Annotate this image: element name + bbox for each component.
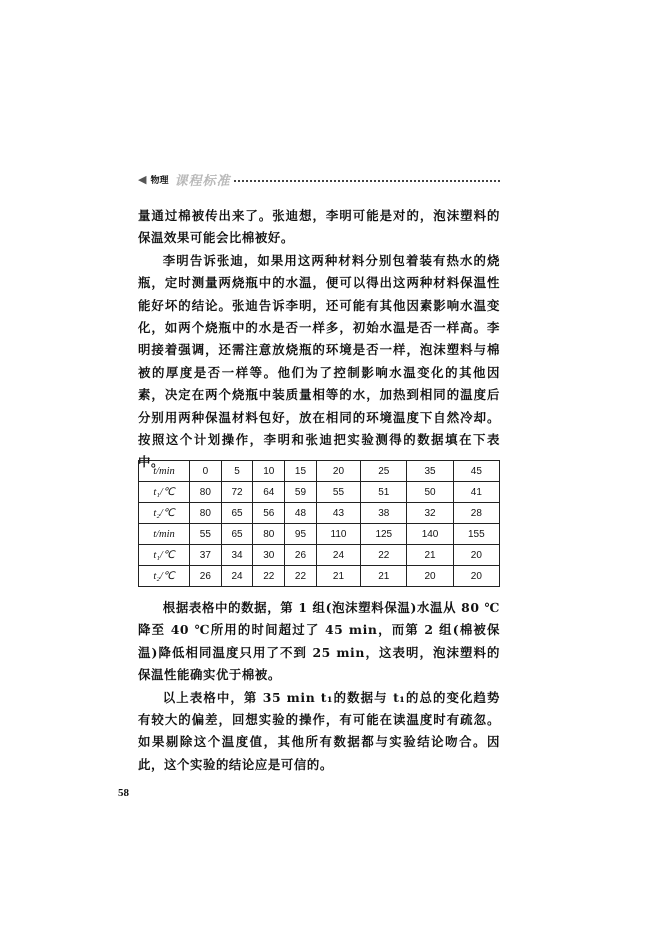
paragraph: 李明告诉张迪，如果用这两种材料分别包着装有热水的烧瓶，定时测量两烧瓶中的水温，便可以得出这两种材料保温性能好坏的结论。张迪告诉李明，还可能有其他因素影响水温变化，如两个烧瓶中的水是否一样多，初始水温是否一样高。李明接着强调，还需注意放烧瓶的环境是否一样，泡沫塑料与棉被的厚度是否一样等。他们为了控制影响水温变化的其他因素，决定在两个烧瓶中装质量相等的水，加热到相同的温度后分别用两种保温材料包好，放在相同的环境温度下自然冷却。按照这个计划操作，李明和张迪把实验测得的数据填在下表中。 (138, 252, 500, 470)
table-cell: 140 (407, 524, 453, 545)
paragraph: 量通过棉被传出来了。张迪想，李明可能是对的，泡沫塑料的保温效果可能会比棉被好。 (138, 208, 500, 246)
table-cell: 20 (453, 566, 499, 587)
table-cell: 24 (316, 545, 360, 566)
table-row-header: t₁/℃ (139, 482, 190, 503)
table-cell: 80 (190, 482, 222, 503)
table-cell: 55 (190, 524, 222, 545)
table-cell: 50 (407, 482, 453, 503)
table-row (139, 545, 500, 566)
table-cell: 155 (453, 524, 499, 545)
body-text-bottom (138, 597, 500, 776)
table-row (139, 566, 500, 587)
table-cell: 22 (253, 566, 285, 587)
triangle-marker-icon: ◀ (138, 172, 147, 186)
table-cell: 80 (190, 503, 222, 524)
table-row (139, 461, 500, 482)
table-row-header: t/min (139, 524, 190, 545)
table-cell: 59 (285, 482, 317, 503)
table-cell: 10 (253, 461, 285, 482)
table-row (139, 503, 500, 524)
table-row-header: t₁/℃ (139, 545, 190, 566)
table-row (139, 524, 500, 545)
table-cell: 41 (453, 482, 499, 503)
table-cell: 24 (221, 566, 253, 587)
table-cell: 22 (285, 566, 317, 587)
table-cell: 21 (361, 566, 407, 587)
header-series-title: 课程标准 (174, 173, 231, 189)
table-cell: 5 (221, 461, 253, 482)
table-cell: 72 (221, 482, 253, 503)
table-cell: 65 (221, 524, 253, 545)
table-cell: 25 (361, 461, 407, 482)
running-header (138, 170, 500, 188)
data-table (138, 460, 500, 587)
table-cell: 55 (316, 482, 360, 503)
table-cell: 32 (407, 503, 453, 524)
table-cell: 15 (285, 461, 317, 482)
paragraph: 以上表格中，第 35 min t₁的数据与 t₁的总的变化趋势有较大的偏差，回想实验的操作，有可能在读温度时有疏忽。如果剔除这个温度值，其他所有数据都与实验结论吻合。因此，这个实验的结论应是可信的。 (138, 689, 500, 772)
table-row (139, 482, 500, 503)
table-cell: 110 (316, 524, 360, 545)
table-cell: 38 (361, 503, 407, 524)
table-row-header: t₂/℃ (139, 503, 190, 524)
table-row-header: t₂/℃ (139, 566, 190, 587)
table-cell: 0 (190, 461, 222, 482)
table-cell: 22 (361, 545, 407, 566)
table-cell: 34 (221, 545, 253, 566)
table-cell: 95 (285, 524, 317, 545)
table-cell: 21 (407, 545, 453, 566)
header-subject: 物理 (150, 175, 169, 186)
table-cell: 65 (221, 503, 253, 524)
table-cell: 56 (253, 503, 285, 524)
table-cell: 26 (190, 566, 222, 587)
table-cell: 43 (316, 503, 360, 524)
table-cell: 21 (316, 566, 360, 587)
table-cell: 20 (453, 545, 499, 566)
table-cell: 45 (453, 461, 499, 482)
table-cell: 48 (285, 503, 317, 524)
page-number: 58 (118, 787, 129, 799)
table-cell: 26 (285, 545, 317, 566)
header-dotted-rule (234, 180, 501, 182)
table-cell: 80 (253, 524, 285, 545)
table-cell: 20 (316, 461, 360, 482)
table-cell: 51 (361, 482, 407, 503)
table-cell: 30 (253, 545, 285, 566)
paragraph: 根据表格中的数据，第 1 组(泡沫塑料保温)水温从 80 ℃降至 40 ℃所用的时间超过了 45 min，而第 2 组(棉被保温)降低相同温度只用了不到 25 min，这表明，泡沫塑料的保温性能确实优于棉被。 (138, 600, 500, 683)
table-cell: 37 (190, 545, 222, 566)
table-cell: 64 (253, 482, 285, 503)
table-cell: 28 (453, 503, 499, 524)
table-cell: 20 (407, 566, 453, 587)
body-text-top (138, 205, 500, 474)
table-cell: 35 (407, 461, 453, 482)
table-row-header: t/min (139, 461, 190, 482)
table-cell: 125 (361, 524, 407, 545)
